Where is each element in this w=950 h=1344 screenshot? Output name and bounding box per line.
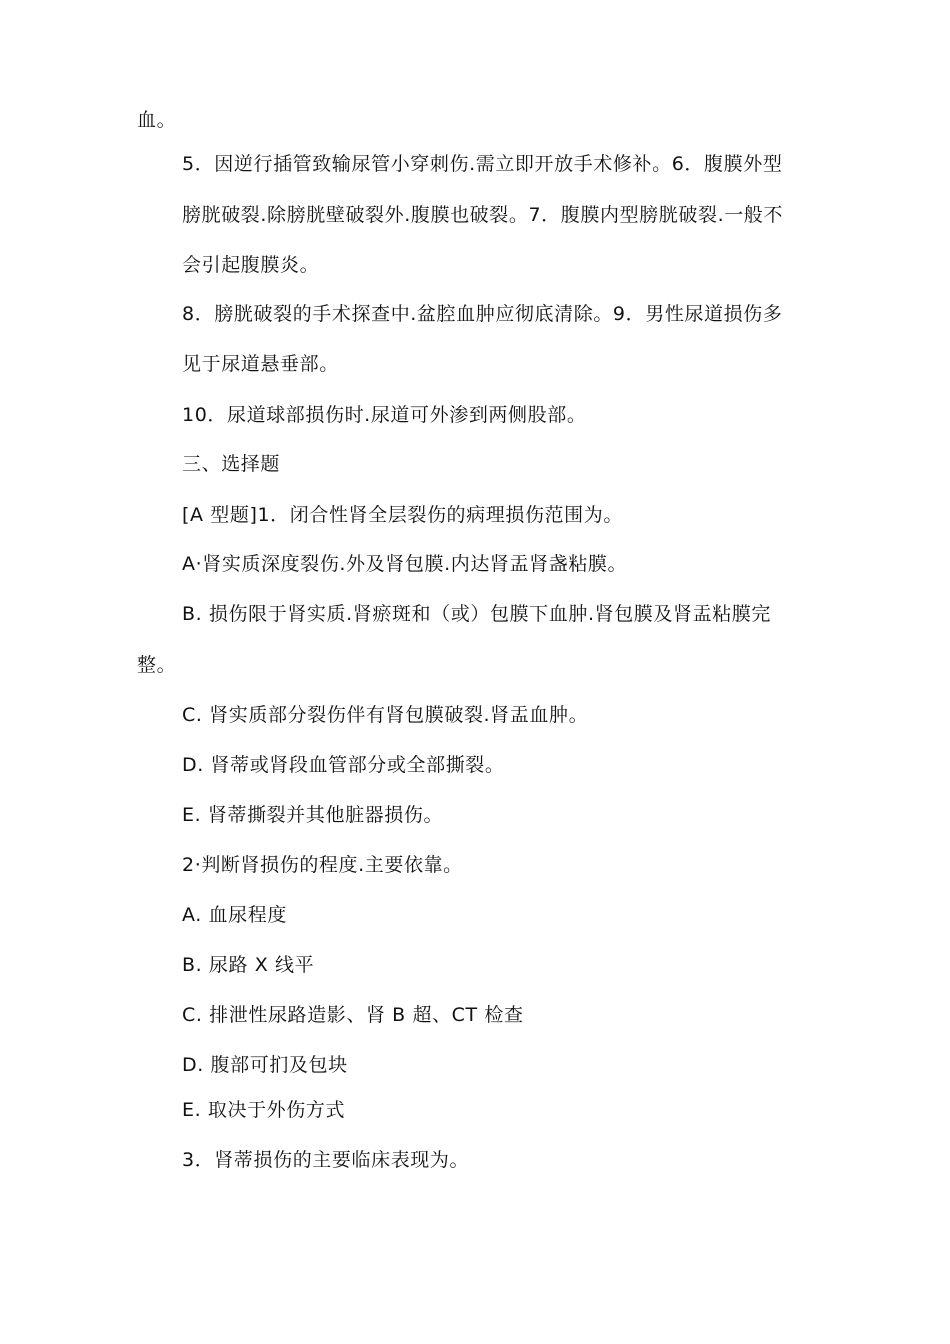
question-text: 3．肾蒂损伤的主要临床表现为。	[182, 1149, 470, 1171]
answer-option: C. 肾实质部分裂伤伴有肾包膜破裂.肾盂血肿。	[182, 704, 589, 726]
answer-option: E. 肾蒂撕裂并其他脏器损伤。	[182, 804, 444, 826]
question-text: 2·判断肾损伤的程度.主要依靠。	[182, 854, 463, 876]
text-line: 见于尿道悬垂部。	[182, 353, 339, 375]
answer-option: A. 血尿程度	[182, 904, 287, 926]
text-line: 会引起腹膜炎。	[182, 254, 320, 276]
text-line: 膀胱破裂.除膀胱壁破裂外.腹膜也破裂。7．腹膜内型膀胱破裂.一般不	[182, 204, 784, 226]
text-line: 血。	[137, 109, 177, 131]
text-line: 8．膀胱破裂的手术探查中.盆腔血肿应彻底清除。9．男性尿道损伤多	[182, 303, 783, 325]
answer-option: D. 肾蒂或肾段血管部分或全部撕裂。	[182, 754, 505, 776]
question-text: [A 型题]1．闭合性肾全层裂伤的病理损伤范围为。	[182, 504, 623, 526]
answer-option: A·肾实质深度裂伤.外及肾包膜.内达肾盂肾盏粘膜。	[182, 553, 628, 575]
answer-option: C. 排泄性尿路造影、肾 B 超、CT 检查	[182, 1004, 524, 1026]
answer-option: B. 损伤限于肾实质.肾瘀斑和（或）包膜下血肿.肾包膜及肾盂粘膜完	[182, 603, 771, 625]
answer-option: D. 腹部可扪及包块	[182, 1054, 348, 1076]
answer-option: E. 取决于外伤方式	[182, 1099, 346, 1121]
text-line: 5．因逆行插管致输尿管小穿刺伤.需立即开放手术修补。6．腹膜外型	[182, 153, 783, 175]
text-line: 10．尿道球部损伤时.尿道可外渗到两侧股部。	[182, 404, 587, 426]
section-heading: 三、选择题	[182, 453, 281, 475]
text-line: 整。	[137, 654, 177, 676]
answer-option: B. 尿路 X 线平	[182, 954, 315, 976]
